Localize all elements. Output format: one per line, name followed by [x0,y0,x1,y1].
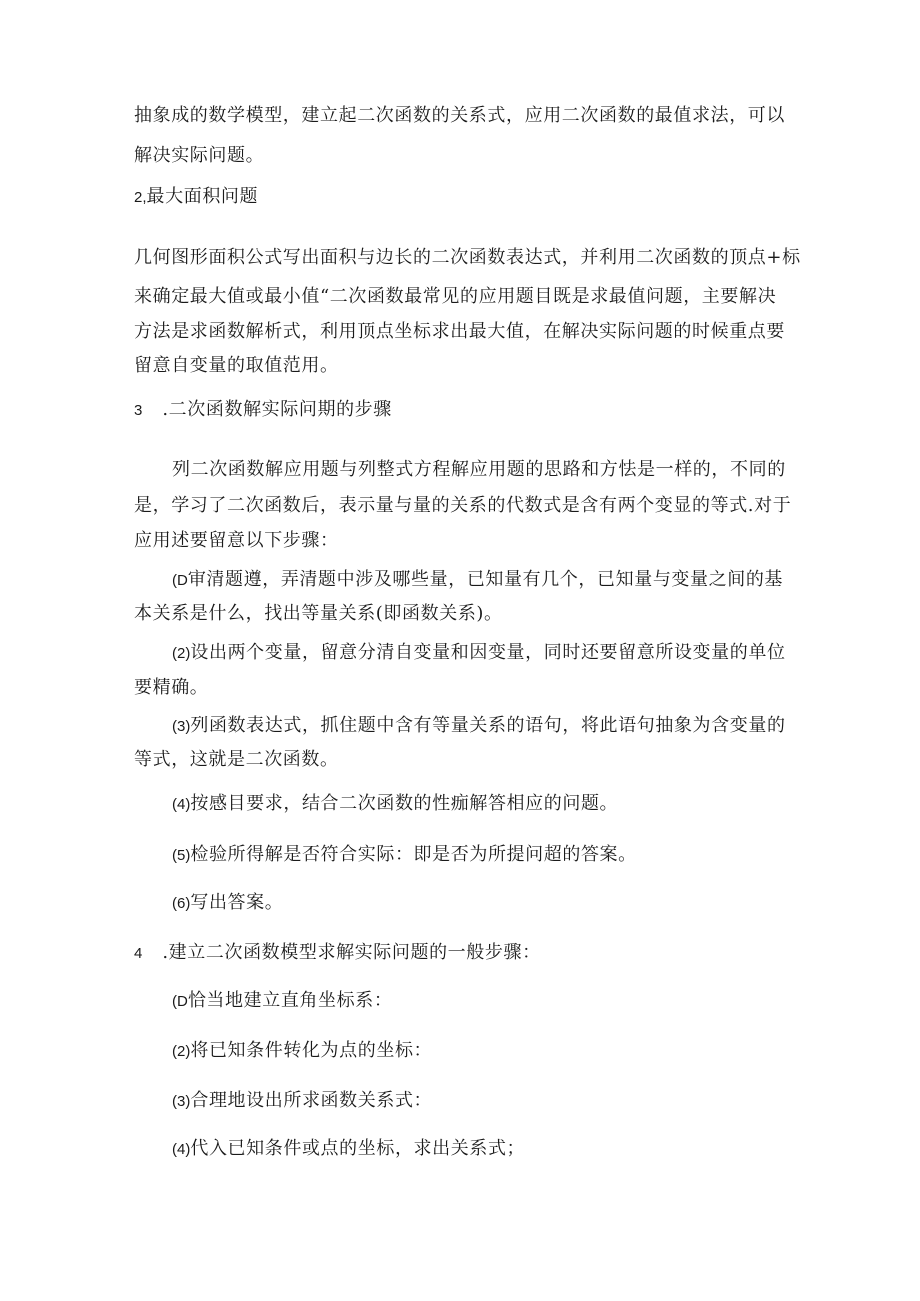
procedure-item-1 [172,989,392,1014]
step-number: (3) [172,1093,191,1110]
paragraph-line [134,246,801,270]
paragraph-text: 解决实际问题。 [134,145,265,166]
procedure-item-3 [172,1089,432,1114]
step-text: 列函数表达式，抓住题中含有等量关系的语句，将此语句抽象为含变量的 [190,715,786,736]
heading-number: 3 [134,402,143,419]
step-number: (6) [172,895,191,912]
paragraph-text: 本关系是什么，找出等量关系(即函数关系)。 [134,603,503,624]
section-heading-3 [134,398,392,423]
step-text: 写出答案。 [190,892,284,913]
paragraph-line [134,529,339,553]
paragraph-line [134,354,339,378]
step-item-6 [172,891,283,916]
procedure-item-2 [172,1039,432,1064]
paragraph-text: 几何图形面积公式写出面积与边长的二次函数表达式，并利用二次函数的顶点+标 [134,247,801,268]
step-number: (3) [172,718,191,735]
procedure-item-4 [172,1137,525,1162]
step-text: 将已知条件转化为点的坐标： [190,1040,433,1061]
step-text: 合理地设出所求函数关系式： [190,1090,433,1111]
step-number: (2) [172,1043,191,1060]
paragraph-line [172,458,786,482]
paragraph-line [134,494,791,518]
paragraph-text: 来确定最大值或最小值“二次函数最常见的应用题目既是求最值问题，主要解决 [134,286,777,307]
step-text: 审清题遵，弄清题中涉及哪些量，已知量有几个，已知量与变量之间的基 [187,569,784,590]
paragraph-line [134,676,208,700]
step-text: 按感目要求，结合二次函数的性痂解答相应的问题。 [190,793,619,814]
step-item-2 [172,641,786,666]
step-item-1 [172,568,783,593]
paragraph-text: 留意自变量的取值范用。 [134,355,339,376]
step-text: 设出两个变量，留意分清自变量和因变量，同时还要留意所设变量的单位 [190,642,786,663]
step-item-5 [172,843,637,868]
step-number: (4) [172,1141,191,1158]
step-item-4 [172,792,618,817]
paragraph-line [134,144,264,168]
paragraph-line [134,320,785,344]
paragraph-text: 列二次函数解应用题与列整式方程解应用题的思路和方怯是一样的，不同的 [172,459,786,480]
step-text: 检验所得解是否符合实际：即是否为所提问超的答案。 [190,844,637,865]
paragraph-text: 抽象成的数学模型，建立起二次函数的关系式，应用二次函数的最值求法，可以 [134,105,785,126]
paragraph-text: 要精确。 [134,677,209,698]
step-text: 恰当地建立直角坐标系： [187,990,393,1011]
step-number: (4) [172,796,191,813]
paragraph-text: 是，学习了二次函数后，表示量与量的关系的代数式是含有两个变显的等式.对于 [134,495,792,516]
heading-text: 最大面积问题 [146,186,259,207]
paragraph-text: 方法是求函数解析式，利用顶点坐标求出最大值，在解决实际问题的时候重点要 [134,321,785,342]
step-number: (2) [172,645,191,662]
paragraph-line [134,104,785,128]
step-number: (D [172,572,188,589]
heading-text: .建立二次函数模型求解实际问题的一般步骤： [162,942,541,963]
heading-text: .二次函数解实际问期的步骤 [162,399,392,420]
paragraph-line [134,602,503,626]
step-item-3 [172,714,786,739]
step-text: 代入已知条件或点的坐标，求出关系式； [190,1138,526,1159]
paragraph-text: 应用述要留意以下步骤： [134,530,339,551]
section-heading-4 [134,941,541,966]
paragraph-line [134,748,339,772]
step-number: (5) [172,847,191,864]
heading-number: 4 [134,945,143,962]
paragraph-text: 等式，这就是二次函数。 [134,749,339,770]
paragraph-line [134,285,776,309]
section-heading-2 [134,185,258,210]
heading-number: 2, [134,189,147,206]
step-number: (D [172,993,188,1010]
